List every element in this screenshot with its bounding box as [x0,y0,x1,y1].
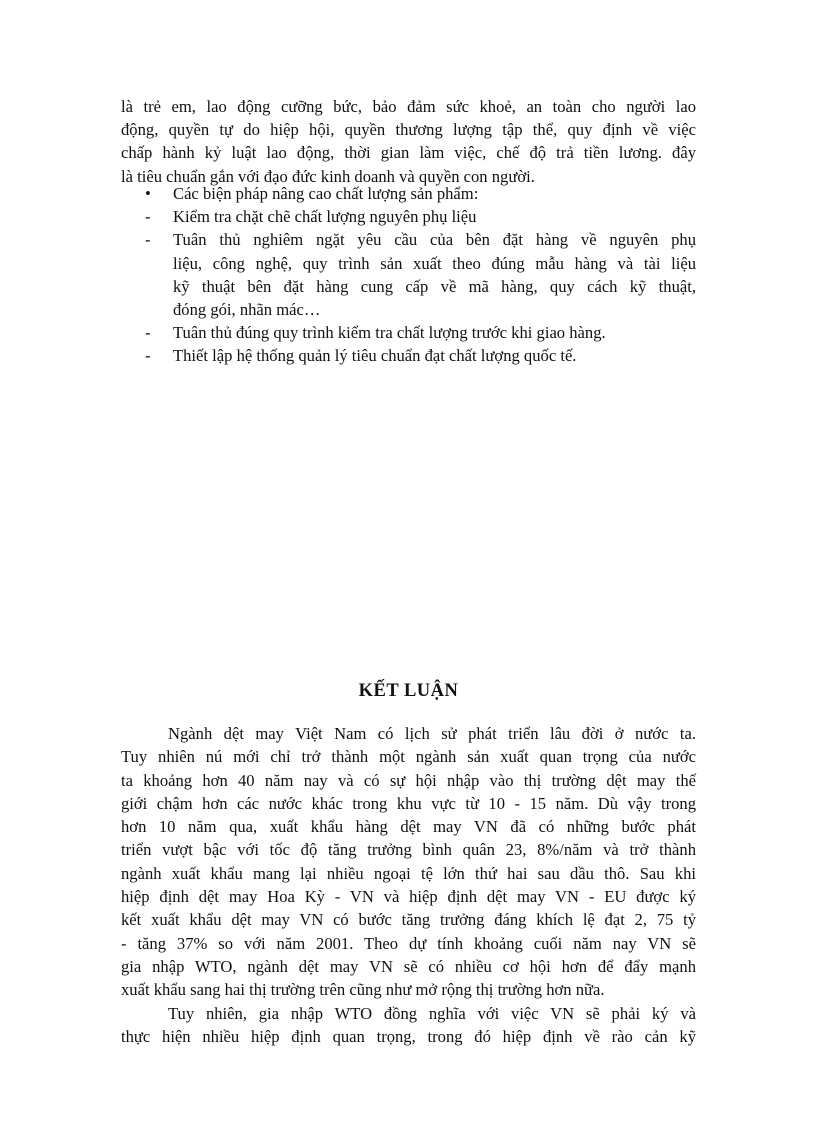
text-line: thực hiện nhiều hiệp định quan trọng, trong đó hiệp định về rào cản kỹ [121,1026,696,1046]
text-line: - tăng 37% so với năm 2001. Theo dự tính khoảng cuối năm nay VN sẽ [121,933,696,953]
section-heading: KẾT LUẬN [358,681,459,701]
text-line: hơn 10 năm qua, xuất khẩu hàng dệt may VN đã có những bước phát [121,817,696,837]
dash-icon: - [145,323,151,343]
list-item [121,205,696,228]
list-item-text: Tuân thủ đúng quy trình kiểm tra chất lượng trước khi giao hàng. [173,323,606,343]
list-item-text: Các biện pháp nâng cao chất lượng sản phẩm: [173,184,479,203]
dash-icon: - [145,346,151,366]
text-line: xuất khẩu sang hai thị trường trên cũng như mở rộng thị trường hơn nữa. [121,980,605,1000]
text-line: là trẻ em, lao động cưỡng bức, bảo đảm sức khoẻ, an toàn cho người lao [121,97,696,116]
list-item [121,344,696,367]
bullet-item [121,182,696,205]
text-line: triển vượt bậc với tốc độ tăng trưởng bình quân 23, 8%/năm và trở thành [121,840,696,860]
text-line: là tiêu chuẩn gắn với đạo đức kinh doanh và quyền con người. [121,166,535,186]
list-item-text: kỹ thuật bên đặt hàng cung cấp về mã hàng, quy cách kỹ thuật, [173,276,696,296]
text-line: ngành xuất khẩu mang lại nhiều ngoại tệ lớn thứ hai sau dầu thô. Sau khi [121,863,696,883]
text-line: hiệp định dệt may Hoa Kỳ - VN và hiệp định dệt may VN - EU được ký [121,887,696,907]
list-item-text: đóng gói, nhãn mác… [173,300,321,320]
text-line: Tuy nhiên, gia nhập WTO đồng nghĩa với việc VN sẽ phải ký và [168,1003,696,1023]
list-item-text: Thiết lập hệ thống quản lý tiêu chuẩn đạt chất lượng quốc tế. [173,346,577,366]
text-line: Ngành dệt may Việt Nam có lịch sử phát triển lâu đời ở nước ta. [168,724,696,743]
text-line: chấp hành kỷ luật lao động, thời gian làm việc, chế độ trả tiền lương. đây [121,143,696,163]
list-item-text: Kiểm tra chặt chẽ chất lượng nguyên phụ liệu [173,207,477,227]
list-item [121,228,696,321]
conclusion-paragraph [121,722,696,1002]
text-line: giới chậm hơn các nước khác trong khu vực từ 10 - 15 năm. Dù vậy trong [121,793,696,813]
text-line: kết xuất khẩu dệt may VN có bước tăng trưởng đáng khích lệ đạt 2, 75 tỷ [121,910,696,930]
measures-list [121,182,696,368]
list-item-text: liệu, công nghệ, quy trình sản xuất theo đúng mẫu hàng và tài liệu [173,253,696,273]
text-line: Tuy nhiên nú mới chỉ trở thành một ngành sản xuất quan trọng của nước [121,747,696,767]
bullet-icon: • [145,184,151,203]
dash-icon: - [145,230,151,250]
conclusion-section [121,722,696,1048]
text-line: gia nhập WTO, ngành dệt may VN sẽ có nhiều cơ hội hơn để đẩy mạnh [121,956,696,976]
dash-icon: - [145,207,151,227]
conclusion-paragraph [121,1002,696,1049]
text-line: ta khoảng hơn 40 năm nay và có sự hội nhập vào thị trường dệt may thế [121,770,696,790]
list-item [121,321,696,344]
intro-paragraph [121,95,696,188]
list-item-text: Tuân thủ nghiêm ngặt yêu cầu của bên đặt hàng về nguyên phụ [173,230,696,250]
text-line: động, quyền tự do hiệp hội, quyền thương lượng tập thể, quy định về việc [121,120,696,140]
